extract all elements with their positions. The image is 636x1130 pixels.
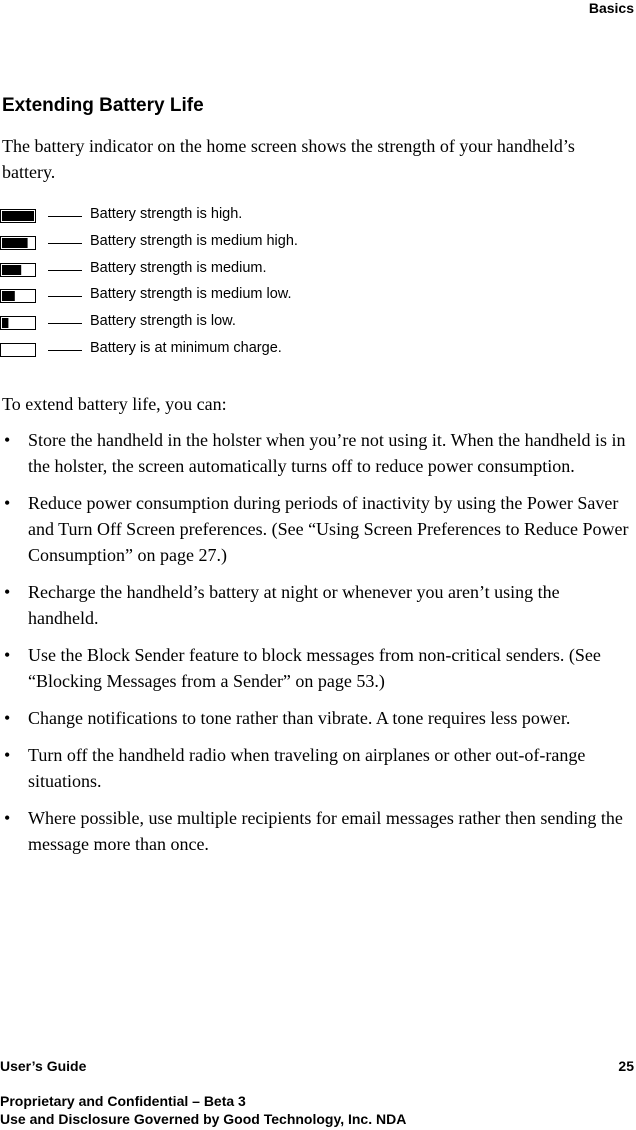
battery-legend-row <box>0 258 636 284</box>
battery-legend-row <box>0 338 636 364</box>
confidential-line-2: Use and Disclosure Governed by Good Technology, Inc. NDA <box>0 1111 407 1127</box>
tips-lead-in: To extend battery life, you can: <box>2 394 227 414</box>
list-item <box>0 642 634 694</box>
battery-medium-high-icon <box>0 236 36 250</box>
bullet-marker: • <box>4 493 11 513</box>
bullet-marker: • <box>4 645 11 665</box>
battery-medium-icon <box>0 263 36 277</box>
leader-line <box>48 216 82 217</box>
running-head: Basics <box>588 0 634 16</box>
list-item-text: Reduce power consumption during periods of inactivity by using the Power Saver and Turn Off Screen preferences. (See “Using Screen Preferences to Reduce Power Consumption” on page 27.) <box>28 493 629 565</box>
leader-line <box>48 350 82 351</box>
battery-label: Battery strength is high. <box>90 206 243 222</box>
list-item <box>0 805 634 857</box>
battery-low-icon <box>0 316 36 330</box>
bullet-marker: • <box>4 430 11 450</box>
battery-legend-row <box>0 284 636 310</box>
list-item-text: Recharge the handheld’s battery at night or whenever you aren’t using the handheld. <box>28 582 560 628</box>
section-title: Extending Battery Life <box>2 95 204 116</box>
bullet-marker: • <box>4 708 11 728</box>
list-item <box>0 579 634 631</box>
list-item-text: Turn off the handheld radio when traveling on airplanes or other out-of-range situations. <box>28 745 586 791</box>
confidential-line-1: Proprietary and Confidential – Beta 3 <box>0 1093 246 1109</box>
battery-high-icon <box>0 209 36 223</box>
footer-guide-title: User’s Guide <box>0 1058 87 1074</box>
intro-paragraph: The battery indicator on the home screen shows the strength of your handheld’s battery. <box>2 136 575 182</box>
list-item-text: Change notifications to tone rather than vibrate. A tone requires less power. <box>28 708 571 728</box>
battery-medium-low-icon <box>0 289 36 303</box>
list-item <box>0 742 634 794</box>
leader-line <box>48 296 82 297</box>
battery-minimum-icon <box>0 343 36 357</box>
battery-legend-row <box>0 231 636 257</box>
battery-label: Battery is at minimum charge. <box>90 340 282 356</box>
list-item <box>0 490 634 568</box>
list-item-text: Where possible, use multiple recipients for email messages rather then sending the message more than once. <box>28 808 623 854</box>
battery-legend <box>0 204 636 364</box>
list-item <box>0 705 634 731</box>
leader-line <box>48 270 82 271</box>
battery-label: Battery strength is medium low. <box>90 286 292 302</box>
list-item-text: Use the Block Sender feature to block messages from non-critical senders. (See “Blocking Messages from a Sender” on page 53.) <box>28 645 601 691</box>
leader-line <box>48 323 82 324</box>
battery-label: Battery strength is medium. <box>90 260 267 276</box>
footer-page-number: 25 <box>618 1058 634 1074</box>
battery-label: Battery strength is low. <box>90 313 236 329</box>
footer-confidential <box>0 1092 406 1128</box>
bullet-marker: • <box>4 582 11 602</box>
list-item-text: Store the handheld in the holster when you’re not using it. When the handheld is in the holster, the screen automatically turns off to reduce power consumption. <box>28 430 626 476</box>
list-item <box>0 427 634 479</box>
battery-label: Battery strength is medium high. <box>90 233 298 249</box>
bullet-marker: • <box>4 745 11 765</box>
tips-list <box>0 427 636 868</box>
battery-legend-row <box>0 204 636 230</box>
bullet-marker: • <box>4 808 11 828</box>
battery-legend-row <box>0 311 636 337</box>
leader-line <box>48 243 82 244</box>
